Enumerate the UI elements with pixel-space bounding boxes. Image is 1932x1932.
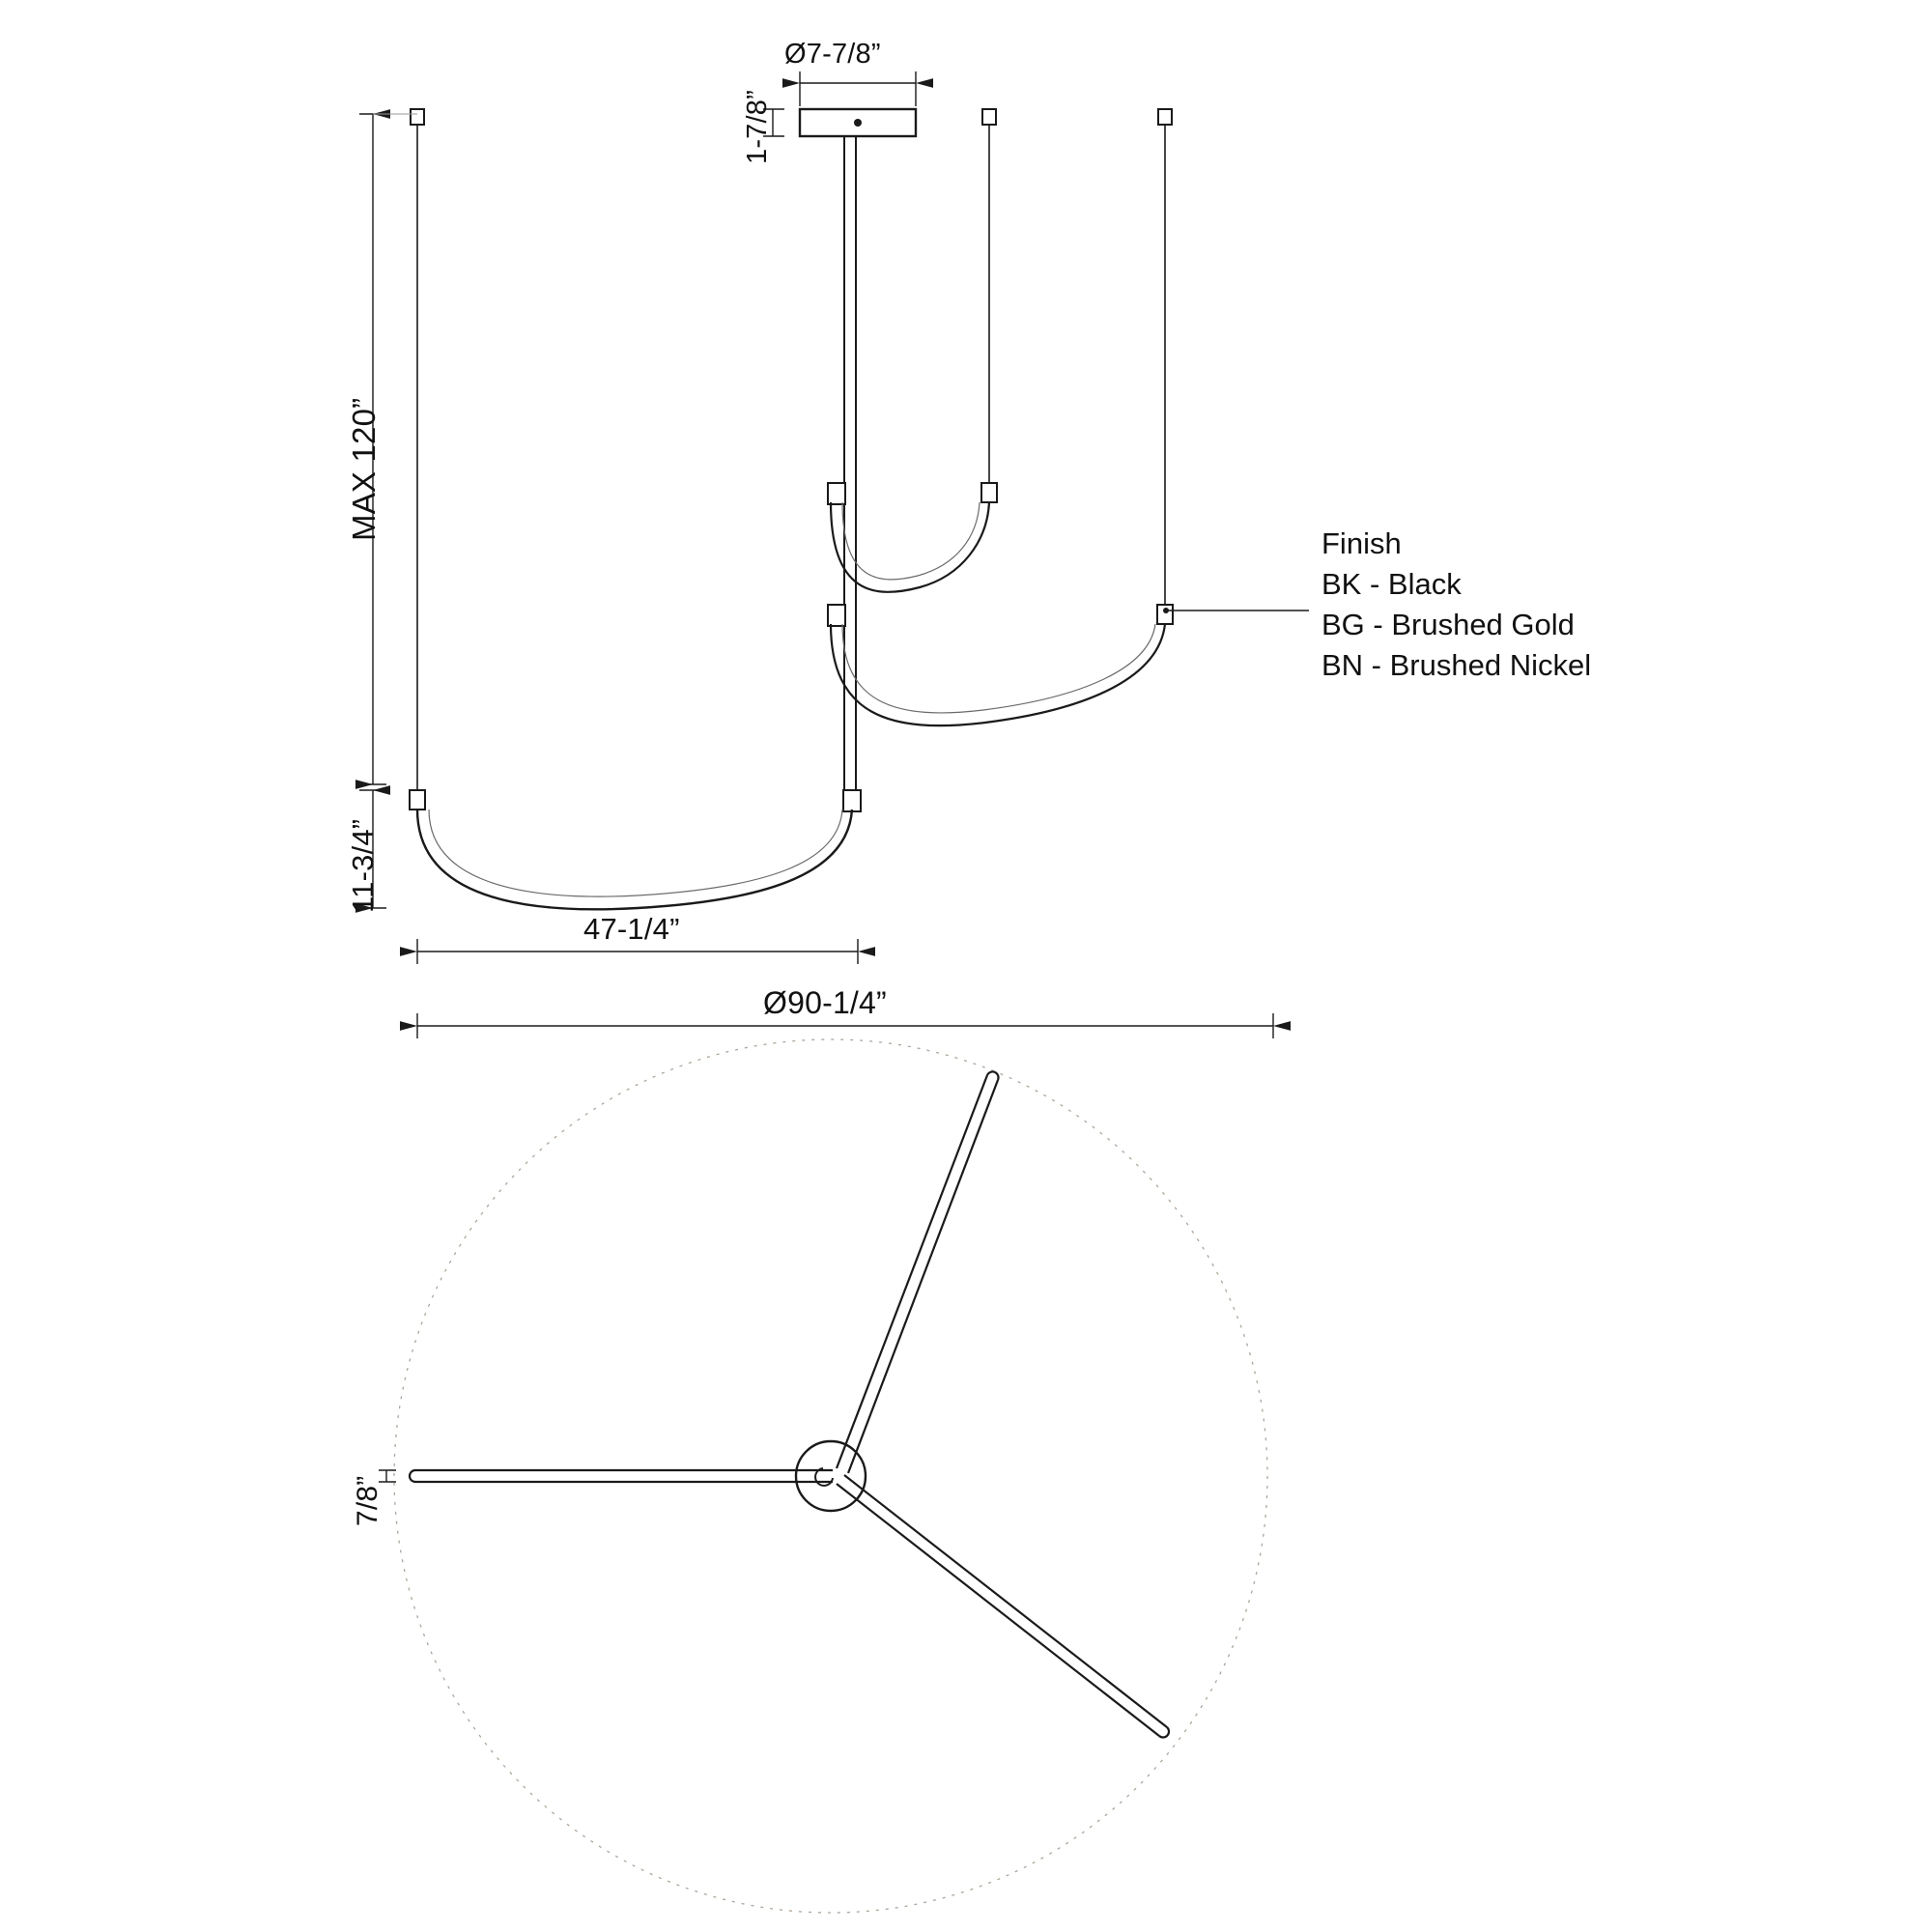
label-overall-diameter: Ø90-1/4” [763,985,887,1020]
plan-arm-upper-right [837,1071,999,1473]
cable-middle [981,109,997,502]
label-rod-thickness: 7/8” [352,1475,384,1526]
label-arm-drop: 11-3/4” [346,818,380,913]
arm-front [417,790,861,909]
finish-leader [1163,608,1309,613]
canopy [800,109,916,136]
finish-option-bg: BG - Brushed Gold [1321,608,1575,641]
plan-hub [796,1441,866,1511]
label-canopy-height: 1-7/8” [742,90,773,164]
arm-middle [828,605,1165,725]
plan-arm-left [410,1470,833,1482]
label-canopy-diameter: Ø7-7/8” [784,39,881,70]
finish-legend [1321,524,1591,686]
plan-view [379,1039,1267,1913]
cable-left [410,109,425,810]
label-max-drop: MAX 120” [346,397,382,541]
center-stem [844,136,856,802]
label-arm-span: 47-1/4” [583,912,680,946]
dim-canopy-diameter [800,71,916,106]
finish-option-bk: BK - Black [1321,567,1462,601]
plan-arm-lower-right [837,1475,1169,1738]
finish-title: Finish [1321,526,1402,560]
arm-rear [828,483,989,592]
finish-option-bn: BN - Brushed Nickel [1321,648,1592,682]
elevation-view [359,71,1309,1038]
cable-right [1157,109,1173,624]
